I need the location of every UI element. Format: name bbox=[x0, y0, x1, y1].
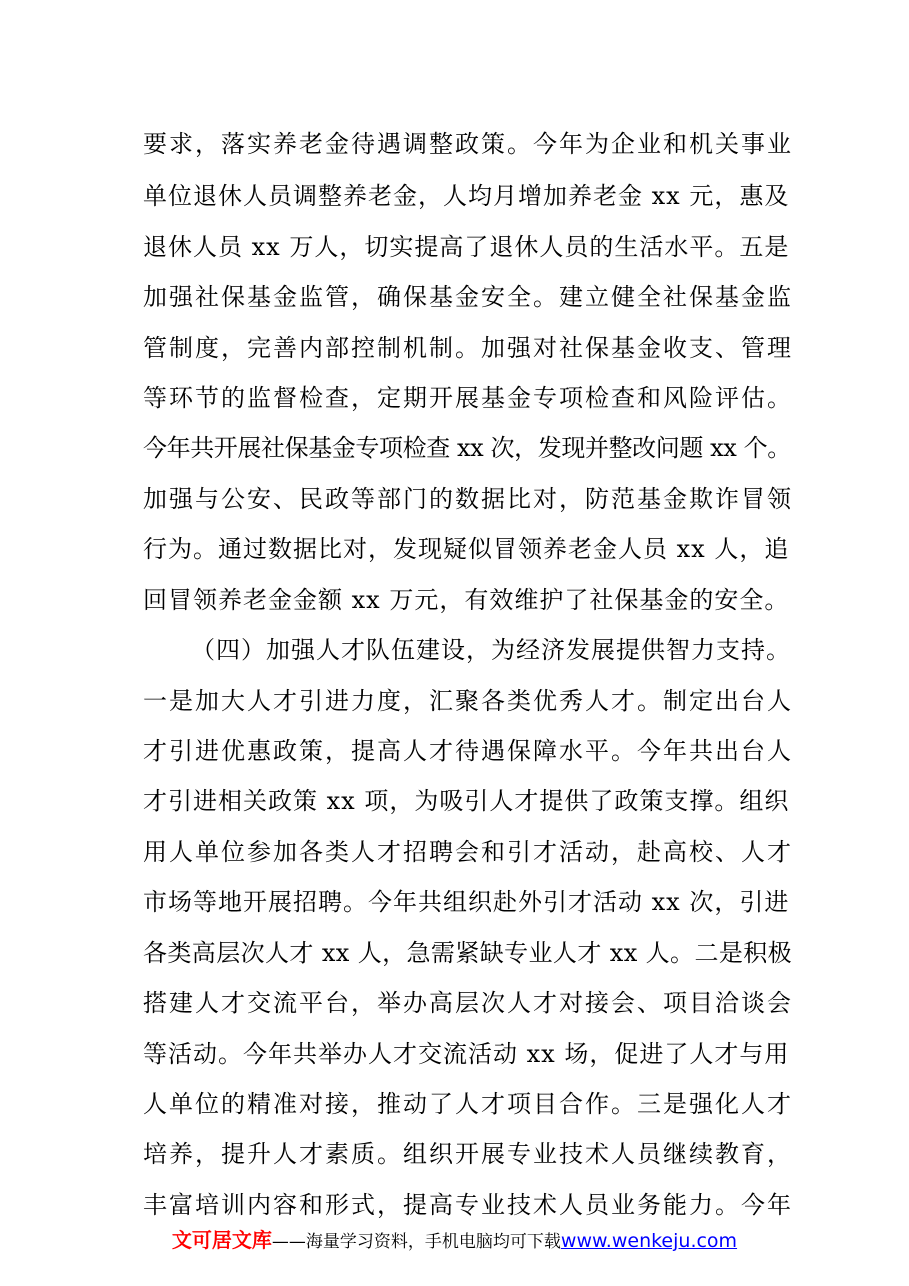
footer-brand: 文可居文库 bbox=[171, 1228, 272, 1252]
text-line: 加强与公安、民政等部门的数据比对，防范基金欺诈冒领 bbox=[143, 485, 793, 513]
text-line: 加强社保基金监管，确保基金安全。建立健全社保基金监 bbox=[143, 283, 793, 311]
text-line: 等环节的监督检查，定期开展基金专项检查和风险评估。 bbox=[143, 384, 793, 412]
text-line: 搭建人才交流平台，举办高层次人才对接会、项目洽谈会 bbox=[143, 989, 793, 1017]
text-line: 今年共开展社保基金专项检查 xx 次，发现并整改问题 xx 个。 bbox=[143, 434, 791, 462]
text-line: 才引进优惠政策，提高人才待遇保障水平。今年共出台人 bbox=[143, 737, 793, 765]
text-line: 丰富培训内容和形式，提高专业技术人员业务能力。今年 bbox=[143, 1191, 793, 1219]
text-line: 要求，落实养老金待遇调整政策。今年为企业和机关事业 bbox=[143, 130, 793, 158]
text-line: 单位退休人员调整养老金，人均月增加养老金 xx 元，惠及 bbox=[143, 182, 790, 210]
text-line: 等活动。今年共举办人才交流活动 xx 场，促进了人才与用 bbox=[143, 1040, 790, 1068]
text-line: 培养，提升人才素质。组织开展专业技术人员继续教育， bbox=[143, 1140, 793, 1168]
text-line: 退休人员 xx 万人，切实提高了退休人员的生活水平。五是 bbox=[143, 233, 790, 261]
text-line: 各类高层次人才 xx 人，急需紧缺专业人才 xx 人。二是积极 bbox=[143, 939, 793, 967]
text-line: 管制度，完善内部控制机制。加强对社保基金收支、管理 bbox=[143, 334, 793, 362]
section-heading: （四）加强人才队伍建设，为经济发展提供智力支持。 bbox=[191, 636, 791, 664]
text-line: 人单位的精准对接，推动了人才项目合作。三是强化人才 bbox=[143, 1090, 793, 1118]
footer-slogan: ——海量学习资料，手机电脑均可下载 bbox=[271, 1232, 561, 1252]
text-line: 才引进相关政策 xx 项，为吸引人才提供了政策支撑。组织 bbox=[143, 787, 790, 815]
text-line: 用人单位参加各类人才招聘会和引才活动，赴高校、人才 bbox=[143, 838, 793, 866]
text-line: 一是加大人才引进力度，汇聚各类优秀人才。制定出台人 bbox=[143, 687, 793, 715]
footer-site-link[interactable]: www.wenkeju.com bbox=[560, 1230, 738, 1252]
text-line: 市场等地开展招聘。今年共组织赴外引才活动 xx 次，引进 bbox=[143, 888, 790, 916]
text-line: 行为。通过数据比对，发现疑似冒领养老金人员 xx 人，追 bbox=[143, 535, 790, 563]
text-line: 回冒领养老金金额 xx 万元，有效维护了社保基金的安全。 bbox=[143, 586, 790, 614]
footer-banner bbox=[0, 1224, 909, 1264]
